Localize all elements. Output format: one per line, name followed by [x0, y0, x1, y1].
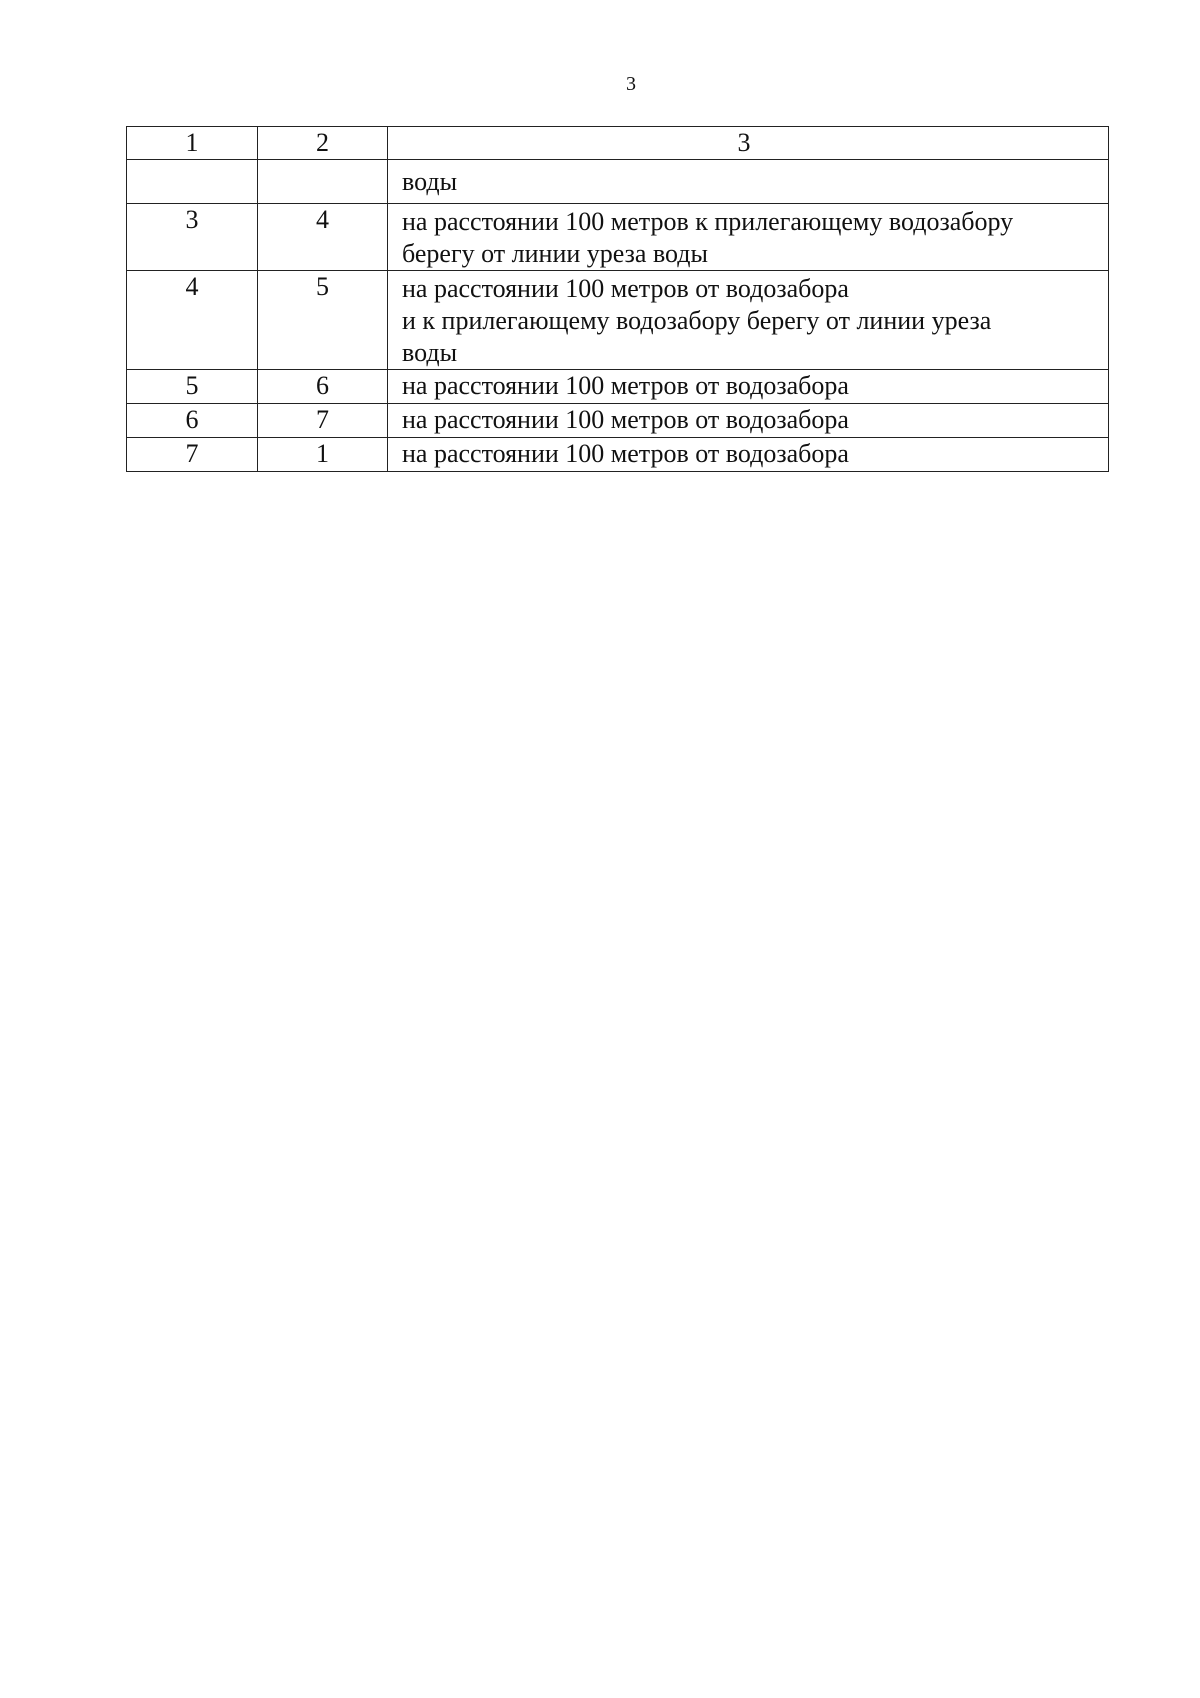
- row-description: [388, 370, 1109, 404]
- description-line: на расстоянии 100 метров от водозабора: [402, 439, 849, 468]
- row-point-to: [258, 160, 388, 204]
- row-description: [388, 404, 1109, 438]
- table-header-row: [127, 127, 1109, 160]
- header-cell-3: 3: [388, 127, 1109, 160]
- description-line: на расстоянии 100 метров от водозабора: [402, 371, 849, 400]
- row-description: [388, 204, 1109, 271]
- description-line: и к прилегающему водозабору берегу от линии уреза: [402, 306, 992, 335]
- description-line: на расстоянии 100 метров от водозабора: [402, 274, 849, 303]
- description-line: берегу от линии уреза воды: [402, 239, 708, 268]
- row-point-from: [127, 160, 258, 204]
- row-point-to: 7: [258, 404, 388, 438]
- table-row: [127, 204, 1109, 271]
- coordinates-table: [126, 126, 1109, 472]
- row-point-from: 4: [127, 271, 258, 370]
- row-description: [388, 160, 1109, 204]
- table-row: [127, 370, 1109, 404]
- row-point-to: 5: [258, 271, 388, 370]
- row-point-from: 6: [127, 404, 258, 438]
- row-description: [388, 271, 1109, 370]
- description-line: на расстоянии 100 метров к прилегающему водозабору: [402, 207, 1014, 236]
- header-cell-1: 1: [127, 127, 258, 160]
- row-description: [388, 438, 1109, 472]
- table-row: [127, 438, 1109, 472]
- row-point-to: 1: [258, 438, 388, 472]
- row-point-to: 4: [258, 204, 388, 271]
- description-line: на расстоянии 100 метров от водозабора: [402, 405, 849, 434]
- page-number: 3: [626, 73, 636, 95]
- row-point-from: 3: [127, 204, 258, 271]
- description-line: воды: [402, 338, 458, 367]
- row-point-from: 5: [127, 370, 258, 404]
- table-row: [127, 404, 1109, 438]
- row-point-to: 6: [258, 370, 388, 404]
- table-row: [127, 271, 1109, 370]
- header-cell-2: 2: [258, 127, 388, 160]
- table-row: [127, 160, 1109, 204]
- description-line: воды: [402, 167, 458, 196]
- row-point-from: 7: [127, 438, 258, 472]
